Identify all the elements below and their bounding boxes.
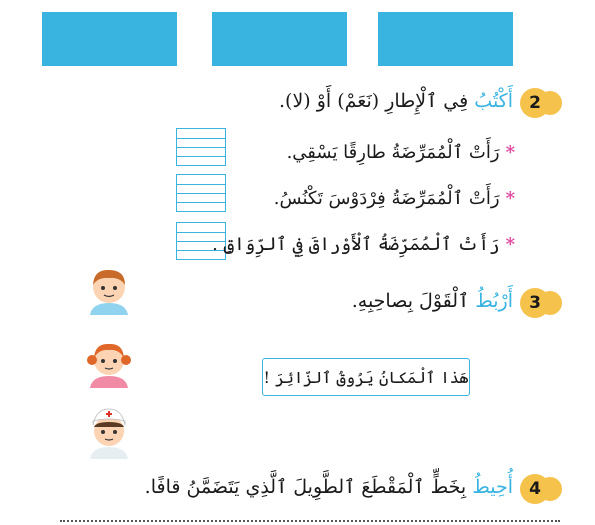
question-3-number: 3 — [520, 288, 550, 318]
question-2-number: 2 — [520, 88, 550, 118]
speech-bubble[interactable] — [262, 358, 470, 396]
answer-box-2[interactable] — [176, 174, 226, 212]
speech-bubble-text: هَذا ٱلْمَكانُ يَرُوقُ ٱلزّائِرَ ! — [263, 367, 469, 387]
question-2-text: فِي ٱلْإِطارِ (نَعَمْ) أَوْ (لا). — [279, 90, 475, 112]
question-2-verb: أَكْتُبُ — [474, 90, 513, 112]
question-4-verb: أُحِيطُ — [472, 476, 513, 498]
bullet-star: * — [505, 142, 515, 163]
question-4-text: بِخَطٍّ ٱلْمَقْطَعَ ٱلطَّوِيلَ ٱلَّذِي يَتَضَمَّنُ قافًا. — [144, 476, 473, 498]
boy-avatar-icon[interactable] — [84, 265, 134, 315]
question-3-verb: أَرْبُطُ — [475, 290, 513, 312]
question-4-instruction — [145, 476, 513, 498]
bullet-star: * — [505, 188, 515, 209]
question-2-item-2: *رَأَتْ ٱلْمُمَرِّضَةُ فِرْدَوْسَ تَكْنُسُ. — [273, 188, 515, 209]
answer-grid-3[interactable] — [378, 12, 513, 66]
question-2-instruction — [279, 90, 513, 112]
question-4-number: 4 — [520, 474, 550, 504]
question-2-item-3: *رَأَتْ ٱلْمُمَرِّضَةُ ٱلْأَوْراقَ فِي ٱلرِّوَاقِ . — [212, 234, 515, 255]
answer-grid-1[interactable] — [42, 12, 177, 66]
question-3-instruction — [352, 290, 513, 312]
cropped-bottom-text — [60, 518, 580, 525]
cropped-top-text — [150, 0, 590, 2]
bullet-star: * — [505, 234, 515, 255]
answer-grid-2[interactable] — [212, 12, 347, 66]
nurse-avatar-icon[interactable] — [84, 405, 134, 459]
girl-avatar-icon[interactable] — [84, 338, 134, 388]
question-2-item-1: *رَأَتْ ٱلْمُمَرِّضَةُ طارِقًا يَسْقِي. — [286, 142, 515, 163]
answer-box-1[interactable] — [176, 128, 226, 166]
question-3-text: ٱلْقَوْلَ بِصاحِبِهِ. — [351, 290, 476, 312]
